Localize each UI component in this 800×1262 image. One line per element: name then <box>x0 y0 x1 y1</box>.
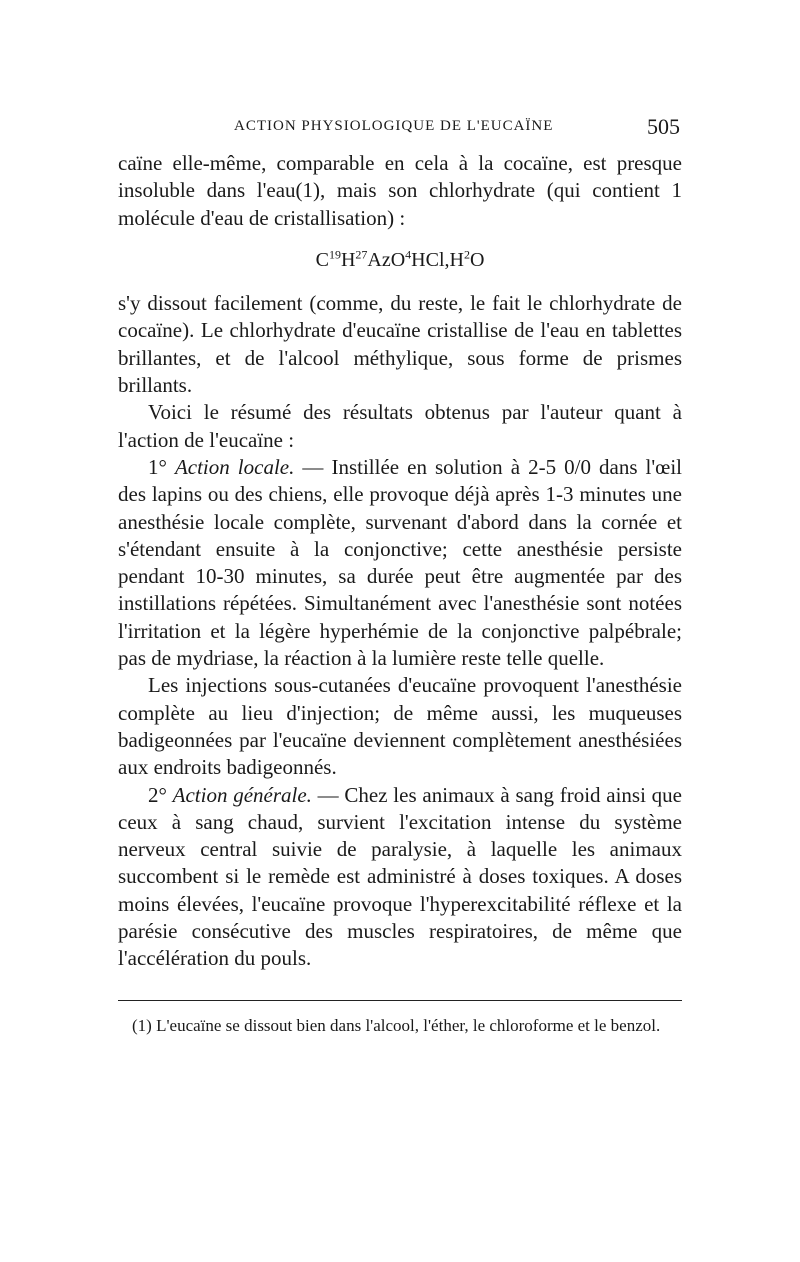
paragraph-1-text: caïne elle-même, comparable en cela à la cocaïne, est presque insoluble dans l'eau <box>118 151 682 203</box>
page-header <box>118 114 682 144</box>
section-title-general: Action générale. <box>172 782 312 807</box>
running-title: ACTION PHYSIOLOGIQUE DE L'EUCAÏNE <box>234 118 554 134</box>
section-number-1: 1° <box>148 454 167 479</box>
paragraph-1-tail: , mais son chlorhydrate (qui contient 1 molécule d'eau de cristallisation) : <box>118 178 682 230</box>
formula-azo: AzO <box>367 248 406 271</box>
footnote-reference: (1) <box>295 178 321 203</box>
formula-azo-subscript: 4 <box>405 247 412 262</box>
paragraph-1 <box>118 150 682 232</box>
formula-c-subscript: 19 <box>328 247 341 262</box>
formula-o: O <box>469 248 485 271</box>
footnote-paragraph <box>118 1014 682 1037</box>
chemical-formula <box>118 247 682 274</box>
paragraph-4-text: — Instillée en solution à 2-5 0/0 dans l'œil des lapins ou des chiens, elle provoque déjà après 1-3 minutes une anesthésie locale complète, survenant d'abord dans la cornée et s'étendant ensuite à la conjonctive; cette anesthésie persiste pendant 10-30 minutes, sa durée peut être augmentée par des instillations répétées. Simultanément avec l'anesthésie sont notées l'irritation et la légère hyperhémie de la conjonctive palpébrale; pas de mydriase, la réaction à la lumière reste telle quelle. <box>118 454 682 671</box>
paragraph-6 <box>118 782 682 973</box>
page-number: 505 <box>647 114 680 139</box>
paragraph-2: s'y dissout facilement (comme, du reste, le fait le chlorhydrate de cocaïne). Le chlorhydrate d'eucaïne cristallise de l'eau en tablettes brillantes, et de l'alcool méthylique, sous forme de prismes brillants. <box>118 291 682 398</box>
formula-h2-subscript: 2 <box>463 247 470 262</box>
formula-c: C <box>315 248 329 271</box>
formula-h-subscript: 27 <box>355 247 368 262</box>
footnote-marker: (1) <box>132 1016 152 1035</box>
formula-h: H <box>340 248 356 271</box>
footnote-text: L'eucaïne se dissout bien dans l'alcool, l'éther, le chloroforme et le benzol. <box>151 1016 661 1035</box>
footnote-rule <box>118 1000 682 1001</box>
formula-hcl: HCl,H <box>411 248 464 271</box>
paragraph-4 <box>118 454 682 672</box>
section-number-2: 2° <box>148 782 167 807</box>
footnote <box>118 1014 682 1037</box>
paragraph-3: Voici le résumé des résultats obtenus par l'auteur quant à l'action de l'eucaïne : <box>118 400 682 452</box>
section-title-local: Action locale. <box>174 454 295 479</box>
paragraph-6-text: — Chez les animaux à sang froid ainsi que ceux à sang chaud, survient l'excitation intense du système nerveux central suivie de paralysie, à laquelle les animaux succombent si le remède est administré à doses toxiques. A doses moins élevées, l'eucaïne provoque l'hyperexcitabilité réflexe et la parésie consécutive des muscles respiratoires, de même que l'accélération du pouls. <box>118 782 683 971</box>
paragraph-5: Les injections sous-cutanées d'eucaïne provoquent l'anesthésie complète au lieu d'injection; de même aussi, les muqueuses badigeonnées par l'eucaïne deviennent complètement anesthésiées aux endroits badigeonnés. <box>118 673 682 780</box>
body-text <box>118 150 682 973</box>
